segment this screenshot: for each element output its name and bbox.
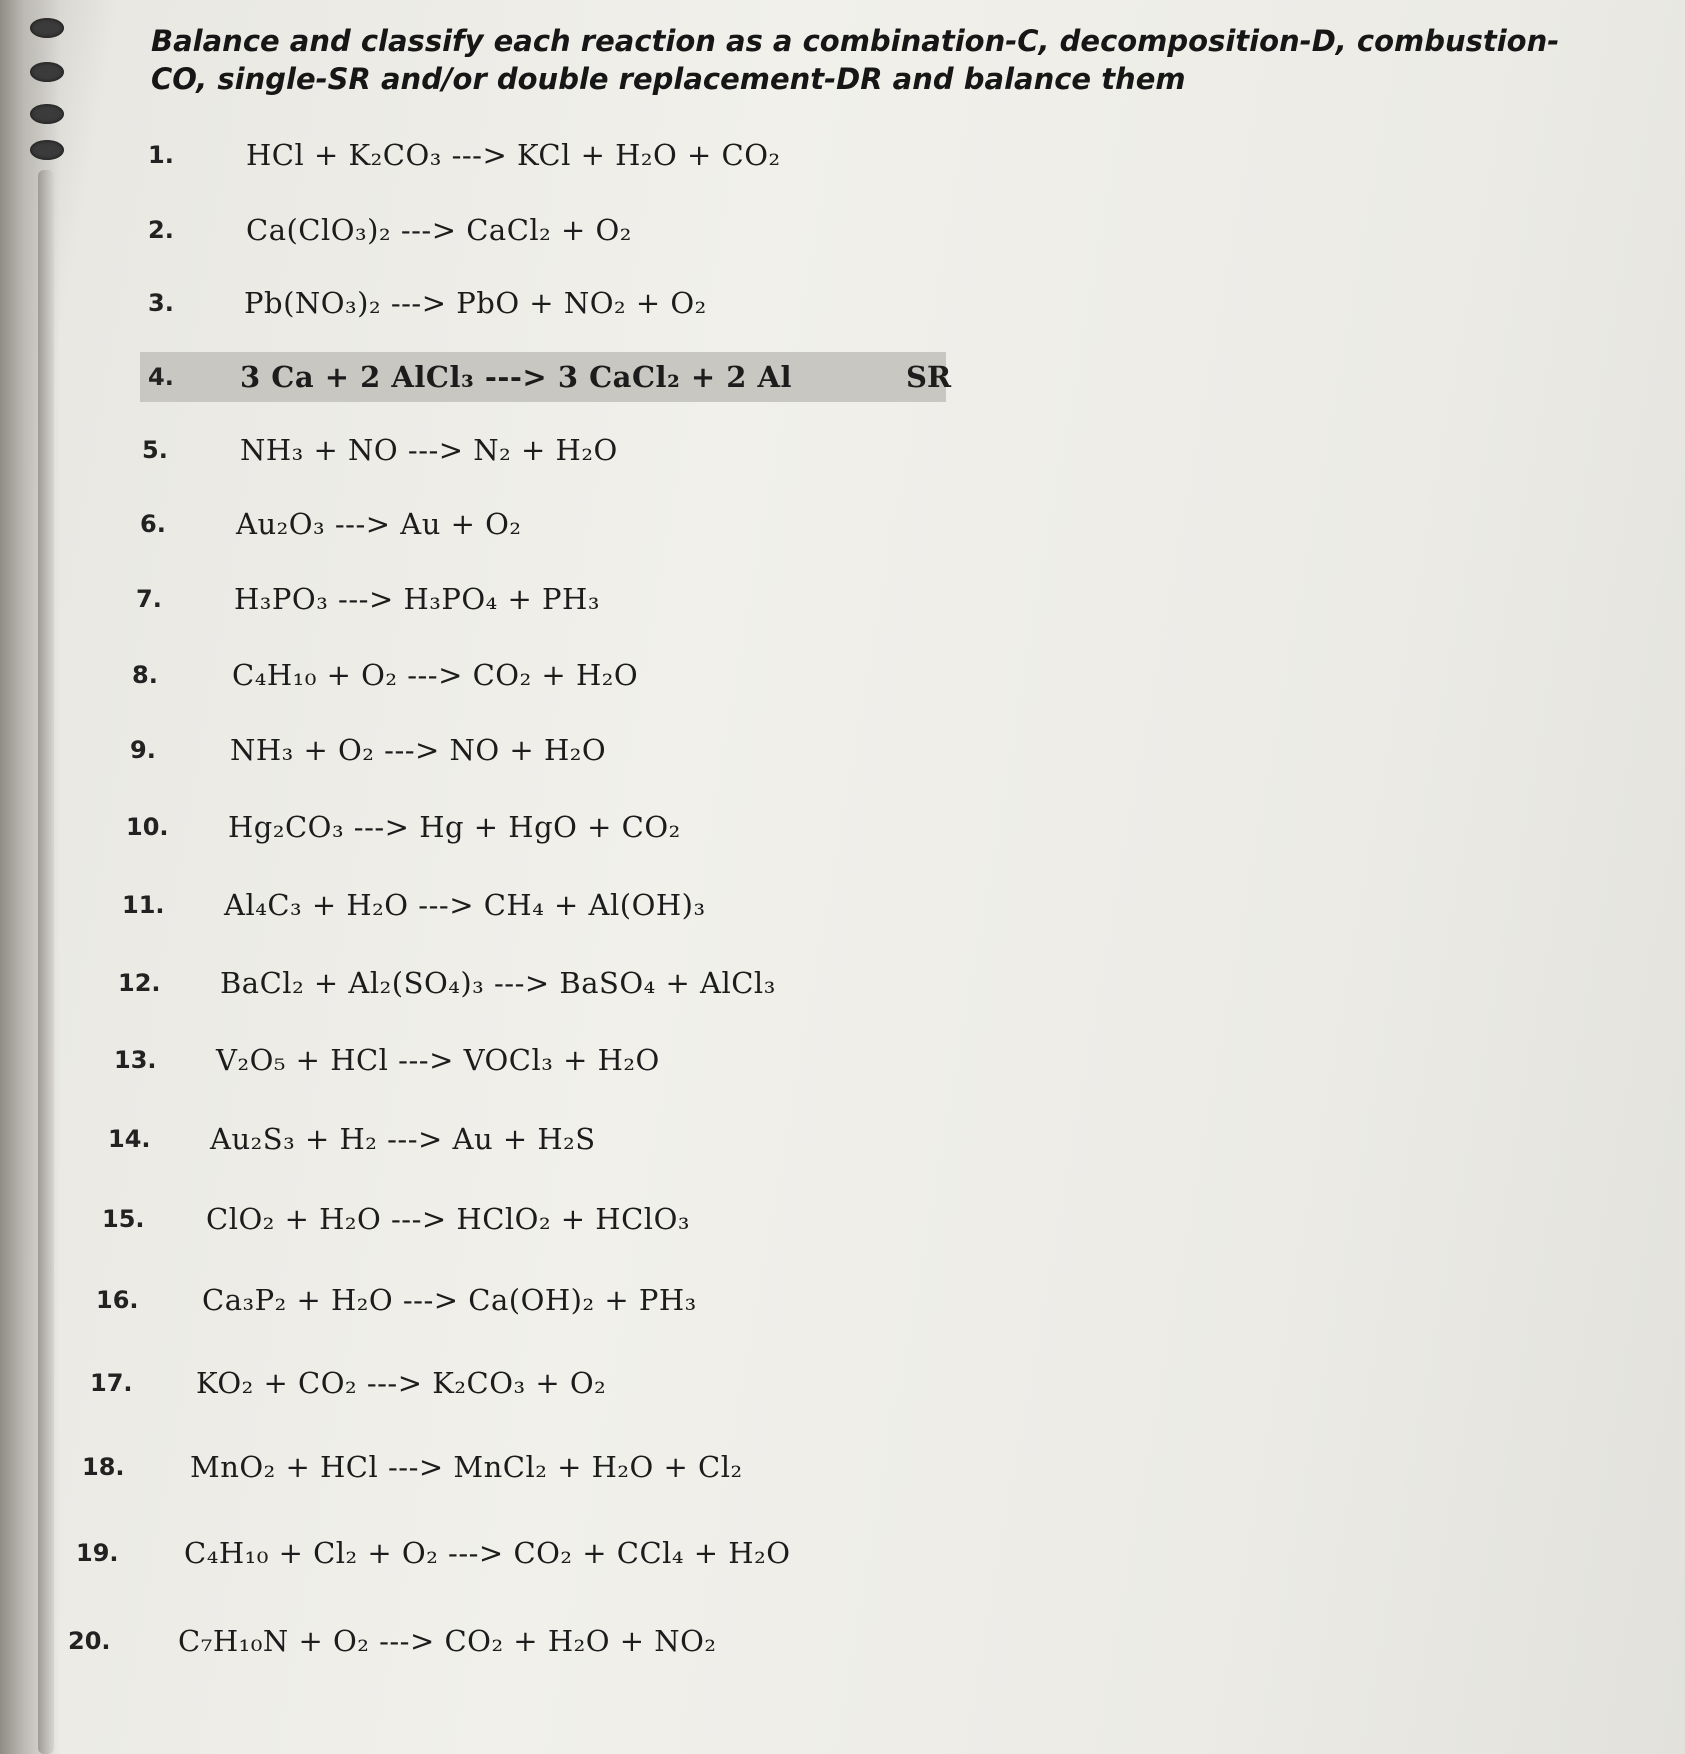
reaction-row-2	[140, 205, 900, 255]
reaction-row-4	[140, 352, 952, 402]
reaction-number: 4.	[148, 363, 174, 391]
reaction-equation: HCl + K₂CO₃ ---> KCl + H₂O + CO₂	[246, 138, 781, 172]
reaction-equation: Pb(NO₃)₂ ---> PbO + NO₂ + O₂	[244, 286, 707, 320]
reaction-number: 3.	[148, 289, 174, 317]
reaction-equation: C₄H₁₀ + O₂ ---> CO₂ + H₂O	[232, 658, 639, 692]
reaction-row-13	[112, 1035, 872, 1085]
reaction-row-17	[88, 1358, 848, 1408]
reaction-row-19	[74, 1528, 954, 1578]
reaction-equation: C₇H₁₀N + O₂ ---> CO₂ + H₂O + NO₂	[178, 1624, 717, 1658]
reaction-row-14	[106, 1114, 866, 1164]
reaction-equation: KO₂ + CO₂ ---> K₂CO₃ + O₂	[196, 1366, 607, 1400]
reaction-number: 9.	[130, 736, 156, 764]
reaction-equation: Ca₃P₂ + H₂O ---> Ca(OH)₂ + PH₃	[202, 1283, 697, 1317]
reaction-number: 8.	[132, 661, 158, 689]
reaction-row-1	[140, 130, 900, 180]
reaction-row-10	[124, 802, 884, 852]
reaction-number: 2.	[148, 216, 174, 244]
reaction-number: 19.	[76, 1539, 119, 1567]
sheet-fold	[38, 170, 54, 1754]
reaction-equation: MnO₂ + HCl ---> MnCl₂ + H₂O + Cl₂	[190, 1450, 743, 1484]
reaction-equation: Au₂O₃ ---> Au + O₂	[236, 507, 522, 541]
reaction-row-20	[66, 1616, 946, 1666]
reaction-equation: Al₄C₃ + H₂O ---> CH₄ + Al(OH)₃	[224, 888, 706, 922]
reaction-equation: C₄H₁₀ + Cl₂ + O₂ ---> CO₂ + CCl₄ + H₂O	[184, 1536, 791, 1570]
reaction-number: 20.	[68, 1627, 111, 1655]
reaction-equation: H₃PO₃ ---> H₃PO₄ + PH₃	[234, 582, 600, 616]
reaction-row-18	[80, 1442, 880, 1492]
reaction-number: 15.	[102, 1205, 145, 1233]
reaction-row-15	[100, 1194, 860, 1244]
reaction-number: 12.	[118, 969, 161, 997]
reaction-number: 10.	[126, 813, 169, 841]
reaction-classification: SR	[906, 360, 952, 394]
reaction-number: 5.	[142, 436, 168, 464]
reaction-row-16	[94, 1275, 854, 1325]
binder-rings	[10, 0, 70, 170]
reaction-number: 18.	[82, 1453, 125, 1481]
reaction-equation: BaCl₂ + Al₂(SO₄)₃ ---> BaSO₄ + AlCl₃	[220, 966, 776, 1000]
reaction-row-5	[138, 425, 898, 475]
reaction-row-9	[128, 725, 888, 775]
reaction-number: 17.	[90, 1369, 133, 1397]
reaction-number: 14.	[108, 1125, 151, 1153]
reaction-number: 7.	[136, 585, 162, 613]
worksheet-title: Balance and classify each reaction as a combination-C, decomposition-D, combustion-CO, single-SR and/or double replacement-DR and balance them	[151, 24, 1560, 96]
reaction-row-7	[134, 574, 894, 624]
reaction-equation: Au₂S₃ + H₂ ---> Au + H₂S	[210, 1122, 596, 1156]
reaction-number: 1.	[148, 141, 174, 169]
reaction-number: 6.	[140, 510, 166, 538]
reaction-equation: NH₃ + O₂ ---> NO + H₂O	[230, 733, 607, 767]
reaction-row-6	[136, 499, 896, 549]
reaction-equation: NH₃ + NO ---> N₂ + H₂O	[240, 433, 618, 467]
reaction-row-12	[116, 958, 916, 1008]
reaction-row-3	[140, 278, 900, 328]
reaction-number: 11.	[122, 891, 165, 919]
reaction-number: 16.	[96, 1286, 139, 1314]
reaction-equation: V₂O₅ + HCl ---> VOCl₃ + H₂O	[216, 1043, 660, 1077]
reaction-row-11	[120, 880, 880, 930]
reaction-equation: ClO₂ + H₂O ---> HClO₂ + HClO₃	[206, 1202, 690, 1236]
reaction-row-8	[130, 650, 890, 700]
reaction-equation: Ca(ClO₃)₂ ---> CaCl₂ + O₂	[246, 213, 632, 247]
reaction-equation: Hg₂CO₃ ---> Hg + HgO + CO₂	[228, 810, 681, 844]
reaction-equation: 3 Ca + 2 AlCl₃ ---> 3 CaCl₂ + 2 Al	[240, 360, 793, 394]
reaction-number: 13.	[114, 1046, 157, 1074]
